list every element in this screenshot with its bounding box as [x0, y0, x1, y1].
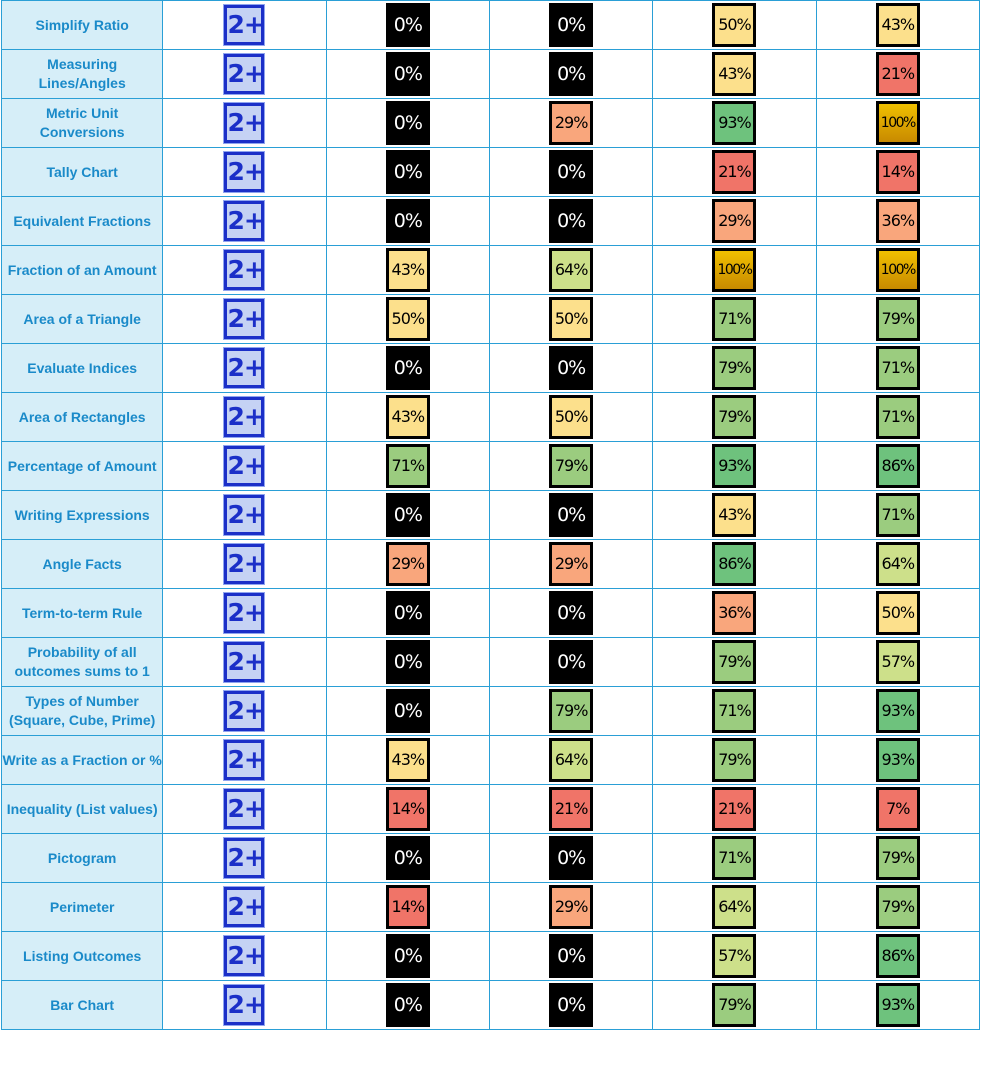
score-cell [816, 540, 979, 589]
score-cell [816, 687, 979, 736]
score-cell [816, 393, 979, 442]
score-cell [816, 834, 979, 883]
score-badge: 93% [876, 689, 920, 733]
score-badge: 43% [712, 52, 756, 96]
level-badge: 2+ [224, 5, 264, 45]
topic-label: Simplify Ratio [2, 1, 163, 50]
score-badge: 93% [876, 738, 920, 782]
score-cell [653, 932, 816, 981]
score-cell [489, 736, 652, 785]
score-badge: 29% [386, 542, 430, 586]
score-cell [326, 344, 489, 393]
score-cell [653, 246, 816, 295]
topic-label: Write as a Fraction or % [2, 736, 163, 785]
score-cell [489, 687, 652, 736]
topic-label: Listing Outcomes [2, 932, 163, 981]
level-cell [163, 883, 326, 932]
level-badge: 2+ [224, 250, 264, 290]
score-cell [489, 393, 652, 442]
table-row [2, 932, 980, 981]
score-badge: 0% [549, 3, 593, 47]
score-cell [653, 883, 816, 932]
level-badge: 2+ [224, 985, 264, 1025]
score-cell [816, 246, 979, 295]
table-row [2, 246, 980, 295]
score-badge: 71% [712, 836, 756, 880]
level-badge: 2+ [224, 838, 264, 878]
score-badge: 71% [386, 444, 430, 488]
score-badge: 0% [386, 689, 430, 733]
topic-label: Probability of all outcomes sums to 1 [2, 638, 163, 687]
score-cell [816, 99, 979, 148]
score-cell [653, 785, 816, 834]
score-cell [489, 442, 652, 491]
score-cell [326, 50, 489, 99]
progress-table-body [2, 1, 980, 1030]
level-cell [163, 344, 326, 393]
score-badge: 0% [386, 640, 430, 684]
score-cell [326, 393, 489, 442]
score-badge: 36% [876, 199, 920, 243]
score-cell [489, 491, 652, 540]
topic-label: Area of a Triangle [2, 295, 163, 344]
score-cell [326, 295, 489, 344]
score-cell [816, 344, 979, 393]
score-badge: 79% [712, 983, 756, 1027]
score-cell [489, 295, 652, 344]
progress-table [1, 0, 980, 1030]
topic-label: Percentage of Amount [2, 442, 163, 491]
score-cell [326, 197, 489, 246]
score-cell [653, 148, 816, 197]
score-cell [816, 736, 979, 785]
table-row [2, 834, 980, 883]
topic-label: Measuring Lines/Angles [2, 50, 163, 99]
level-badge: 2+ [224, 691, 264, 731]
level-badge: 2+ [224, 544, 264, 584]
score-badge: 50% [386, 297, 430, 341]
topic-label: Fraction of an Amount [2, 246, 163, 295]
score-badge: 43% [876, 3, 920, 47]
score-badge: 0% [549, 150, 593, 194]
score-cell [489, 197, 652, 246]
score-badge: 43% [386, 248, 430, 292]
score-badge: 93% [876, 983, 920, 1027]
table-row [2, 589, 980, 638]
score-badge: 79% [712, 640, 756, 684]
score-badge: 36% [712, 591, 756, 635]
level-badge: 2+ [224, 789, 264, 829]
level-cell [163, 834, 326, 883]
score-badge: 0% [386, 493, 430, 537]
level-cell [163, 295, 326, 344]
score-badge: 0% [549, 493, 593, 537]
score-badge: 79% [549, 444, 593, 488]
score-cell [816, 295, 979, 344]
level-cell [163, 687, 326, 736]
score-badge: 64% [549, 248, 593, 292]
score-cell [653, 491, 816, 540]
score-badge: 86% [876, 934, 920, 978]
level-cell [163, 491, 326, 540]
score-cell [326, 638, 489, 687]
score-badge: 21% [876, 52, 920, 96]
score-badge: 0% [549, 346, 593, 390]
score-cell [326, 246, 489, 295]
score-badge: 0% [549, 199, 593, 243]
score-badge: 100% [712, 248, 756, 292]
score-badge: 0% [386, 836, 430, 880]
score-cell [816, 883, 979, 932]
score-cell [816, 442, 979, 491]
topic-label: Angle Facts [2, 540, 163, 589]
score-cell [489, 50, 652, 99]
table-row [2, 99, 980, 148]
table-row [2, 736, 980, 785]
score-badge: 21% [549, 787, 593, 831]
level-cell [163, 50, 326, 99]
score-cell [816, 785, 979, 834]
table-row [2, 295, 980, 344]
topic-label: Evaluate Indices [2, 344, 163, 393]
score-badge: 50% [549, 297, 593, 341]
score-cell [816, 932, 979, 981]
score-cell [326, 99, 489, 148]
score-cell [326, 785, 489, 834]
score-badge: 0% [386, 101, 430, 145]
level-badge: 2+ [224, 887, 264, 927]
score-cell [653, 344, 816, 393]
table-row [2, 785, 980, 834]
score-badge: 93% [712, 101, 756, 145]
level-badge: 2+ [224, 936, 264, 976]
table-row [2, 638, 980, 687]
score-cell [326, 442, 489, 491]
score-cell [489, 589, 652, 638]
score-cell [326, 540, 489, 589]
score-badge: 43% [386, 738, 430, 782]
score-cell [489, 148, 652, 197]
score-badge: 7% [876, 787, 920, 831]
table-row [2, 981, 980, 1030]
topic-label: Equivalent Fractions [2, 197, 163, 246]
table-row [2, 50, 980, 99]
score-badge: 21% [712, 787, 756, 831]
score-badge: 0% [386, 983, 430, 1027]
score-badge: 29% [549, 101, 593, 145]
score-badge: 86% [712, 542, 756, 586]
score-cell [489, 540, 652, 589]
table-row [2, 148, 980, 197]
score-cell [653, 981, 816, 1030]
score-cell [816, 1, 979, 50]
score-badge: 86% [876, 444, 920, 488]
score-badge: 29% [712, 199, 756, 243]
score-badge: 79% [876, 885, 920, 929]
score-badge: 0% [386, 150, 430, 194]
score-badge: 79% [876, 836, 920, 880]
score-badge: 29% [549, 885, 593, 929]
score-badge: 0% [386, 3, 430, 47]
score-badge: 71% [876, 346, 920, 390]
score-badge: 64% [712, 885, 756, 929]
score-badge: 0% [549, 52, 593, 96]
score-cell [489, 785, 652, 834]
level-cell [163, 981, 326, 1030]
topic-label: Bar Chart [2, 981, 163, 1030]
score-cell [326, 1, 489, 50]
level-badge: 2+ [224, 397, 264, 437]
topic-label: Writing Expressions [2, 491, 163, 540]
score-badge: 14% [386, 885, 430, 929]
score-cell [816, 148, 979, 197]
score-cell [816, 491, 979, 540]
table-row [2, 393, 980, 442]
score-badge: 0% [549, 640, 593, 684]
score-cell [653, 540, 816, 589]
score-cell [326, 148, 489, 197]
score-badge: 14% [876, 150, 920, 194]
topic-label: Perimeter [2, 883, 163, 932]
score-badge: 71% [712, 689, 756, 733]
score-badge: 79% [712, 395, 756, 439]
score-cell [653, 736, 816, 785]
score-cell [489, 981, 652, 1030]
score-cell [653, 99, 816, 148]
topic-label: Inequality (List values) [2, 785, 163, 834]
score-badge: 43% [386, 395, 430, 439]
level-cell [163, 785, 326, 834]
table-row [2, 344, 980, 393]
score-badge: 93% [712, 444, 756, 488]
score-cell [489, 99, 652, 148]
level-badge: 2+ [224, 103, 264, 143]
score-badge: 29% [549, 542, 593, 586]
score-cell [816, 638, 979, 687]
score-badge: 21% [712, 150, 756, 194]
level-badge: 2+ [224, 446, 264, 486]
topic-label: Metric Unit Conversions [2, 99, 163, 148]
table-row [2, 442, 980, 491]
score-badge: 0% [549, 983, 593, 1027]
score-cell [653, 834, 816, 883]
score-badge: 0% [386, 346, 430, 390]
topic-label: Area of Rectangles [2, 393, 163, 442]
score-cell [816, 589, 979, 638]
score-cell [816, 197, 979, 246]
score-badge: 71% [876, 493, 920, 537]
topic-label: Types of Number (Square, Cube, Prime) [2, 687, 163, 736]
score-cell [326, 687, 489, 736]
level-cell [163, 1, 326, 50]
table-row [2, 883, 980, 932]
score-cell [489, 932, 652, 981]
score-cell [653, 295, 816, 344]
score-badge: 50% [876, 591, 920, 635]
level-cell [163, 932, 326, 981]
score-cell [326, 834, 489, 883]
score-badge: 79% [712, 738, 756, 782]
level-cell [163, 442, 326, 491]
score-badge: 0% [386, 52, 430, 96]
score-badge: 79% [876, 297, 920, 341]
level-badge: 2+ [224, 348, 264, 388]
score-badge: 0% [549, 934, 593, 978]
level-cell [163, 148, 326, 197]
score-badge: 0% [549, 836, 593, 880]
score-cell [326, 491, 489, 540]
level-badge: 2+ [224, 593, 264, 633]
table-row [2, 491, 980, 540]
level-badge: 2+ [224, 642, 264, 682]
score-badge: 100% [876, 248, 920, 292]
level-badge: 2+ [224, 740, 264, 780]
level-badge: 2+ [224, 299, 264, 339]
score-cell [653, 638, 816, 687]
score-badge: 71% [876, 395, 920, 439]
level-cell [163, 736, 326, 785]
score-badge: 100% [876, 101, 920, 145]
score-cell [653, 442, 816, 491]
score-cell [326, 883, 489, 932]
level-cell [163, 197, 326, 246]
table-row [2, 197, 980, 246]
score-cell [653, 50, 816, 99]
level-badge: 2+ [224, 495, 264, 535]
topic-label: Term-to-term Rule [2, 589, 163, 638]
level-cell [163, 540, 326, 589]
level-badge: 2+ [224, 54, 264, 94]
table-row [2, 687, 980, 736]
table-row [2, 540, 980, 589]
score-badge: 43% [712, 493, 756, 537]
score-cell [489, 1, 652, 50]
score-badge: 0% [386, 591, 430, 635]
score-cell [489, 883, 652, 932]
level-cell [163, 393, 326, 442]
topic-label: Pictogram [2, 834, 163, 883]
score-badge: 79% [712, 346, 756, 390]
score-badge: 0% [386, 199, 430, 243]
level-cell [163, 246, 326, 295]
score-cell [326, 932, 489, 981]
score-badge: 0% [549, 591, 593, 635]
score-cell [816, 50, 979, 99]
topic-label: Tally Chart [2, 148, 163, 197]
level-cell [163, 589, 326, 638]
score-badge: 57% [712, 934, 756, 978]
score-cell [816, 981, 979, 1030]
level-cell [163, 638, 326, 687]
score-badge: 57% [876, 640, 920, 684]
score-cell [653, 1, 816, 50]
table-row [2, 1, 980, 50]
score-badge: 79% [549, 689, 593, 733]
score-badge: 50% [712, 3, 756, 47]
score-cell [326, 736, 489, 785]
score-badge: 64% [549, 738, 593, 782]
score-cell [326, 589, 489, 638]
score-cell [489, 344, 652, 393]
level-badge: 2+ [224, 201, 264, 241]
score-cell [489, 246, 652, 295]
score-cell [489, 638, 652, 687]
score-cell [653, 393, 816, 442]
level-badge: 2+ [224, 152, 264, 192]
score-cell [326, 981, 489, 1030]
score-badge: 64% [876, 542, 920, 586]
score-badge: 50% [549, 395, 593, 439]
score-cell [489, 834, 652, 883]
level-cell [163, 99, 326, 148]
score-badge: 0% [386, 934, 430, 978]
score-badge: 14% [386, 787, 430, 831]
score-cell [653, 589, 816, 638]
score-cell [653, 197, 816, 246]
score-badge: 71% [712, 297, 756, 341]
score-cell [653, 687, 816, 736]
